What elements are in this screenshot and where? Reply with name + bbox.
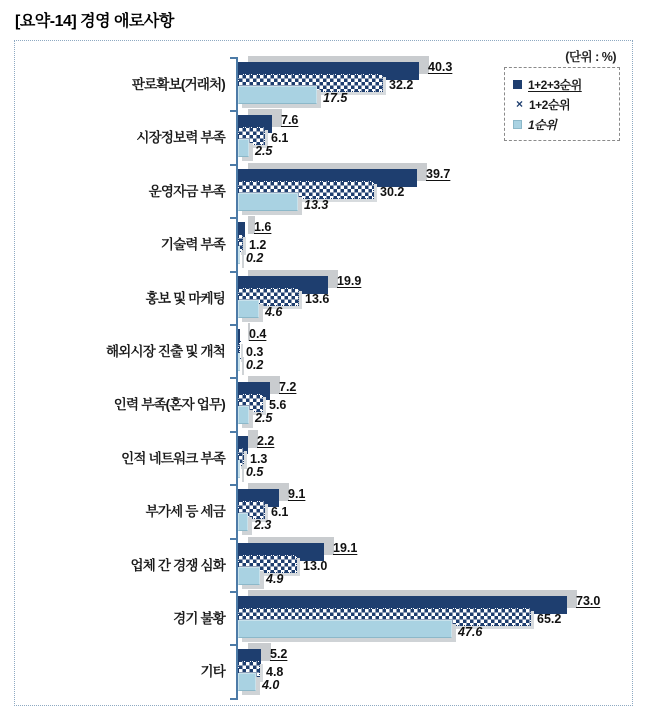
value-label-total: 7.2 (279, 380, 297, 395)
value-label-total: 73.0 (576, 594, 601, 608)
value-label-total: 5.2 (270, 647, 288, 662)
value-label-first: 13.3 (304, 197, 329, 212)
axis-tick (230, 271, 238, 273)
value-label-second: 4.8 (266, 665, 284, 680)
x-marker-icon: × (515, 96, 523, 111)
lightblue-square-icon (513, 120, 522, 129)
legend-item-second (513, 94, 611, 114)
value-label-second: 13.0 (303, 558, 328, 573)
value-label-first: 2.5 (255, 411, 273, 426)
value-label-second: 6.1 (271, 131, 289, 146)
category-label: 판로확보(거래처) (131, 77, 225, 92)
bar-first (238, 567, 260, 585)
value-label-first: 4.6 (265, 304, 283, 319)
value-label-first: 4.9 (266, 571, 284, 586)
axis-tick (230, 698, 238, 700)
axis-tick (230, 377, 238, 379)
legend-label-second: 1+2순위 (529, 97, 571, 112)
axis-tick (230, 644, 238, 646)
axis-tick (230, 538, 238, 540)
chart-row (145, 485, 633, 538)
chart-row (200, 645, 633, 698)
axis-tick (230, 591, 238, 593)
legend (504, 67, 620, 141)
category-label: 인력 부족(혼자 업무) (113, 397, 225, 413)
category-label: 운영자금 부족 (148, 183, 225, 199)
value-label-total: 40.3 (428, 60, 453, 74)
category-label: 홍보 및 마케팅 (145, 290, 225, 306)
bar-first (238, 246, 240, 264)
plot-area (105, 58, 633, 700)
category-label: 기타 (200, 664, 225, 680)
bar-first (238, 620, 452, 638)
legend-item-first (513, 114, 611, 134)
bar-first (238, 86, 317, 104)
value-label-second: 32.2 (389, 78, 414, 92)
bar-first (238, 513, 248, 531)
category-label: 해외시장 진출 및 개척 (105, 344, 225, 359)
category-label: 경기 불황 (173, 611, 225, 626)
value-label-second: 1.3 (250, 451, 268, 466)
bar-first (238, 193, 298, 211)
chart-area (14, 40, 633, 706)
value-label-total: 19.1 (333, 540, 358, 555)
value-label-first: 0.5 (246, 464, 264, 479)
chart-row (121, 432, 633, 485)
value-label-second: 13.6 (305, 291, 330, 306)
navy-square-icon (513, 80, 522, 89)
value-label-first: 47.6 (458, 625, 483, 639)
value-label-total: 19.9 (337, 273, 362, 288)
legend-label-first: 1순위 (528, 117, 557, 132)
value-label-first: 4.0 (262, 678, 280, 693)
category-label: 시장정보력 부족 (136, 130, 225, 146)
bar-first (238, 353, 240, 371)
axis-tick (230, 57, 238, 59)
chart-row (160, 218, 633, 271)
bar-first (238, 673, 256, 691)
value-label-total: 0.4 (249, 327, 267, 341)
chart-row (145, 272, 633, 325)
unit-label: (단위 : %) (565, 50, 616, 64)
axis-tick (230, 110, 238, 112)
value-label-total: 2.2 (257, 433, 275, 448)
legend-label-total: 1+2+3순위 (528, 77, 582, 92)
category-label: 기술력 부족 (160, 237, 225, 253)
value-label-first: 0.2 (246, 358, 264, 372)
chart-row (148, 165, 633, 218)
value-label-first: 2.3 (254, 518, 272, 533)
bar-first (238, 406, 249, 424)
bar-first (238, 139, 249, 157)
axis-tick (230, 484, 238, 486)
category-label: 업체 간 경쟁 심화 (130, 557, 225, 573)
value-label-second: 6.1 (271, 505, 289, 520)
chart-row (113, 378, 633, 431)
category-label: 부가세 등 세금 (145, 504, 225, 520)
axis-tick (230, 431, 238, 433)
category-label: 인적 네트워크 부족 (121, 450, 225, 466)
bar-first (238, 460, 240, 478)
value-label-total: 9.1 (288, 487, 306, 502)
axis-tick (230, 164, 238, 166)
value-label-total: 39.7 (426, 166, 451, 181)
value-label-first: 17.5 (323, 91, 348, 105)
chart-row (105, 325, 633, 378)
value-label-second: 5.6 (269, 398, 287, 413)
bar-first (238, 300, 259, 318)
value-label-second: 30.2 (380, 184, 405, 199)
value-label-first: 2.5 (255, 144, 273, 159)
page-title: [요약-14] 경영 애로사항 (15, 13, 174, 30)
chart-row (130, 539, 633, 592)
value-label-second: 0.3 (246, 345, 264, 359)
value-label-second: 1.2 (249, 238, 267, 253)
chart-row (173, 592, 633, 645)
legend-item-total (513, 74, 611, 94)
axis-tick (230, 217, 238, 219)
axis-tick (230, 324, 238, 326)
value-label-total: 1.6 (254, 220, 272, 235)
value-label-second: 65.2 (537, 612, 562, 626)
value-label-total: 7.6 (281, 113, 299, 128)
value-label-first: 0.2 (246, 251, 264, 266)
